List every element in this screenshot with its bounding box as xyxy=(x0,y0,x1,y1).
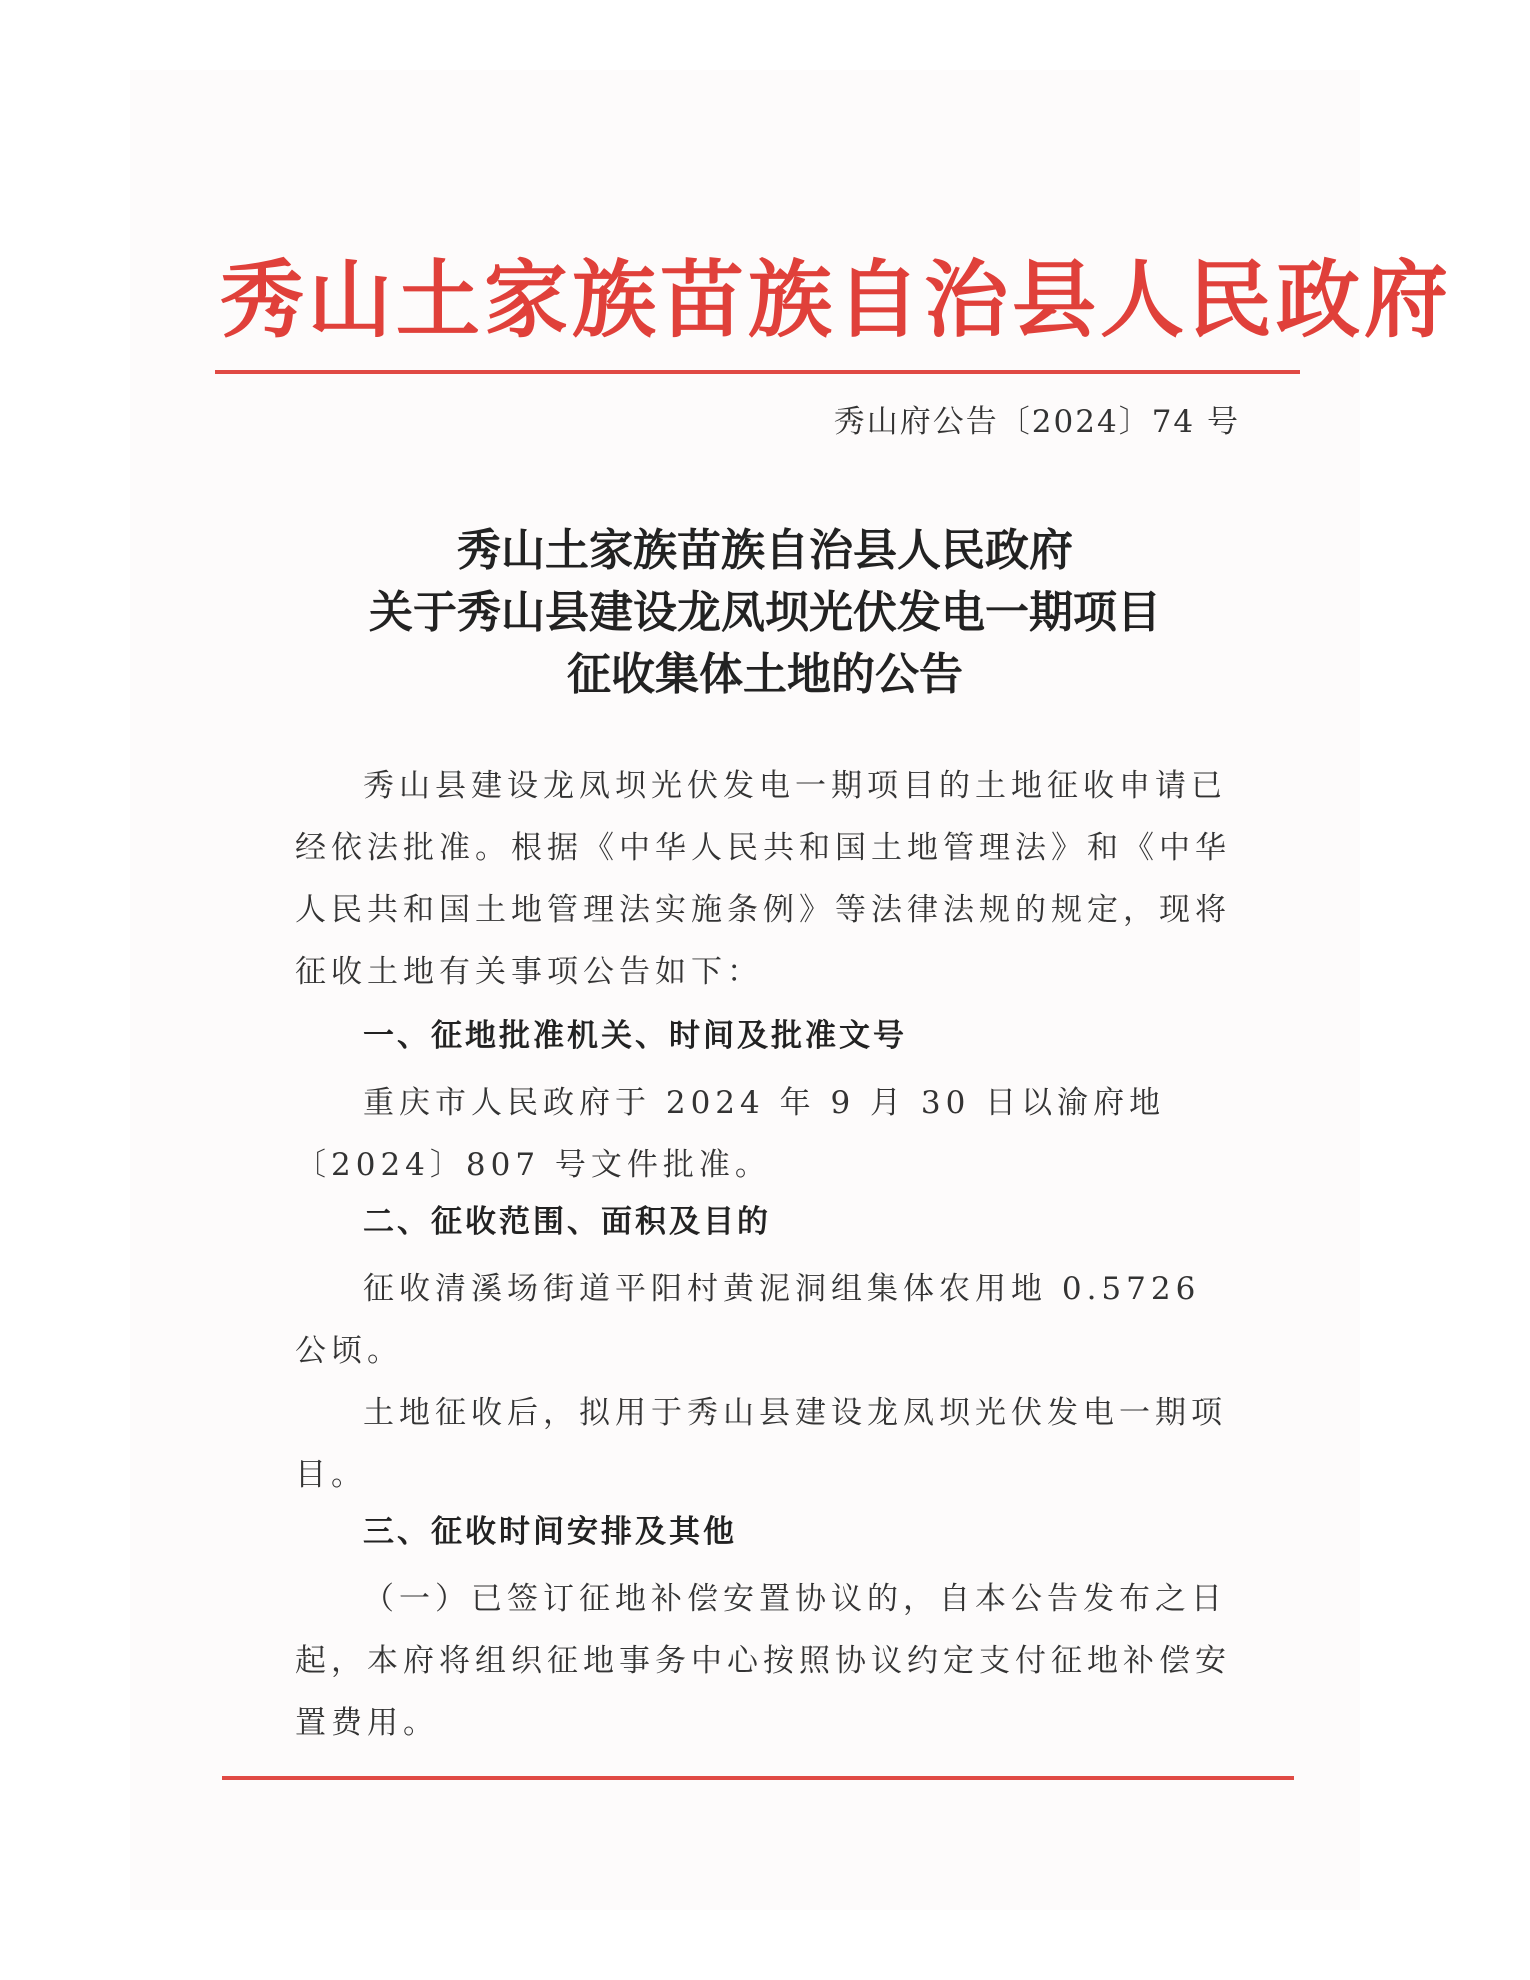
section-2-paragraph-2: 土地征收后，拟用于秀山县建设龙凤坝光伏发电一期项目。 xyxy=(295,1395,1227,1493)
section-heading-3: 三、征收时间安排及其他 xyxy=(363,1514,737,1550)
announcement-title xyxy=(200,520,1330,706)
document-number: 秀山府公告〔2024〕74 号 xyxy=(833,404,1240,440)
intro-paragraph: 秀山县建设龙凤坝光伏发电一期项目的土地征收申请已经依法批准。根据《中华人民共和国土地管理法》和《中华人民共和国土地管理法实施条例》等法律法规的规定，现将征收土地有关事项公告如下： xyxy=(295,768,1231,990)
title-line-2: 关于秀山县建设龙凤坝光伏发电一期项目 xyxy=(369,587,1161,638)
section-heading-2: 二、征收范围、面积及目的 xyxy=(363,1204,771,1240)
section-1-paragraph: 重庆市人民政府于 2024 年 9 月 30 日以渝府地〔2024〕807 号文件批准。 xyxy=(295,1085,1166,1183)
title-line-1: 秀山土家族苗族自治县人民政府 xyxy=(457,525,1073,576)
footer-red-rule xyxy=(222,1776,1294,1780)
letterhead-red-rule xyxy=(215,370,1300,374)
letterhead-title: 秀山土家族苗族自治县人民政府 xyxy=(220,250,1453,349)
title-line-3: 征收集体土地的公告 xyxy=(567,649,963,700)
section-2-paragraph-1: 征收清溪场街道平阳村黄泥洞组集体农用地 0.5726 公顷。 xyxy=(295,1271,1201,1369)
section-3-paragraph-1: （一）已签订征地补偿安置协议的，自本公告发布之日起，本府将组织征地事务中心按照协议约定支付征地补偿安置费用。 xyxy=(295,1581,1231,1741)
section-heading-1: 一、征地批准机关、时间及批准文号 xyxy=(363,1018,907,1054)
